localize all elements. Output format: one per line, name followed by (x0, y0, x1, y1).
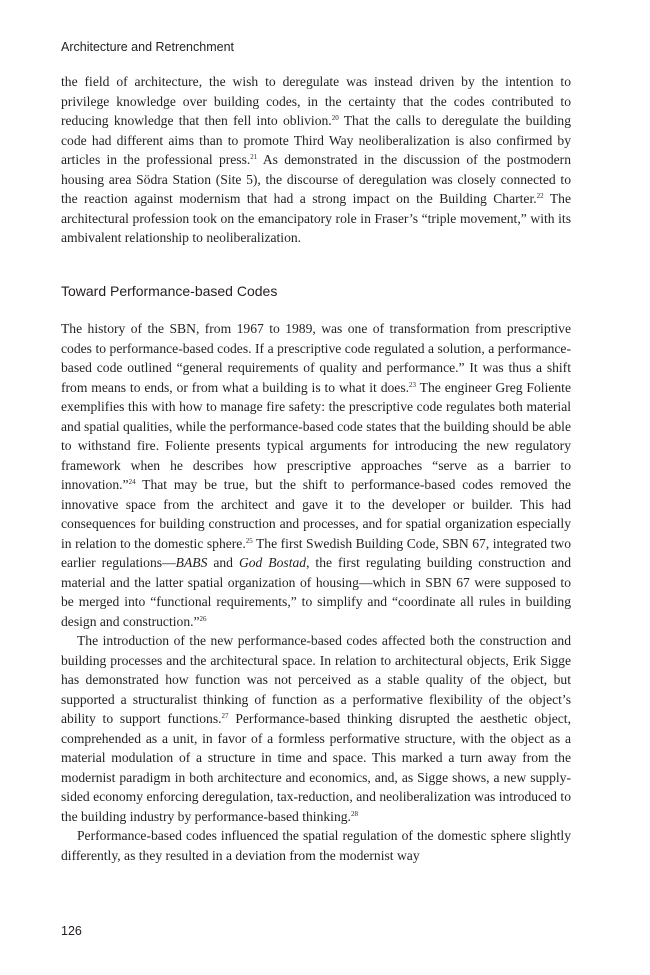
text-run: Performance-based codes influenced the spatial regulation of the domestic sphere slightly differently, as they resulted in a deviation from the modernist way (61, 828, 571, 863)
footnote-marker: 23 (409, 380, 417, 389)
text-run: The history of the SBN, from 1967 to 1989, was one of transformation from prescriptive codes to performance-based codes. If a prescriptive code regulated a solution, a performance-based code outlined “general requirements of quality and performance.” It was thus a shift from means to ends, or from what a building is to what it does. (61, 321, 571, 395)
footnote-marker: 25 (245, 536, 253, 545)
body-paragraph-3 (61, 826, 571, 865)
footnote-marker: 20 (331, 114, 339, 122)
footnote-marker: 27 (221, 712, 229, 720)
body-paragraph-2 (61, 631, 571, 826)
text-run: The introduction of the new performance-based codes affected both the construction and building processes and the architectural space. In relation to architectural objects, Erik Sigge has demonstrated how function was not perceived as a stable quality of the object, but supported a structuralist thinking of function as a performative flexibility of the object’s ability to support functions. (61, 633, 571, 726)
text-run: That the calls to deregulate the building code had different aims than to promote Third Way neoliberalization is also confirmed by articles in the professional press. (61, 113, 572, 167)
text-run: The engineer Greg Foliente exemplifies this with how to manage fire safety: the prescriptive code regulates both material and spatial qualities, while the performance-based code states that the building should be able to withstand fire. Foliente presents typical arguments for introducing the new regulatory framework when he describes how prescriptive approaches “serve as a barrier to innovation.” (61, 379, 571, 492)
footnote-marker: 26 (199, 614, 207, 623)
text-run: The architectural profession took on the emancipatory role in Fraser’s “triple movement,” with its ambivalent relationship to neoliberalization. (61, 191, 571, 245)
text-run: and (207, 555, 239, 570)
footnote-marker: 24 (128, 478, 136, 486)
text-run: the field of architecture, the wish to deregulate was instead driven by the intention to privilege knowledge over building codes, in the certainty that the codes contributed to reducing knowledge that then fell into oblivion. (61, 74, 571, 128)
running-head: Architecture and Retrenchment (61, 40, 235, 54)
text-run: As demonstrated in the discussion of the postmodern housing area Södra Station (Site 5), the discourse of deregulation was closely connected to the reaction against modernism that had a strong impact on the Building Charter. (61, 152, 571, 206)
italic-title: God Bostad (238, 555, 307, 570)
footnote-marker: 22 (536, 192, 544, 200)
text-run: The first Swedish Building Code, SBN 67, integrated two earlier regulations— (61, 535, 571, 570)
body-paragraph-1 (61, 319, 571, 631)
text-run: That may be true, but the shift to performance-based codes removed the innovative space from the architect and gave it to the developer or builder. This had consequences for building construction and processes, and for spatial organization especially in relation to the domestic sphere. (61, 477, 571, 551)
footnote-marker: 28 (350, 809, 358, 818)
intro-paragraph-block (61, 72, 571, 248)
section-heading: Toward Performance-based Codes (61, 283, 278, 299)
intro-paragraph (61, 72, 571, 248)
italic-title: BABS (175, 555, 208, 570)
page-number: 126 (61, 924, 82, 938)
footnote-marker: 21 (250, 153, 258, 161)
section-body (61, 319, 571, 865)
text-run: , the first regulating building construction and material and the latter spatial organization of housing—which in SBN 67 were supposed to be merged into “functional requirements,” to simplify and “coordinate all rules in building design and construction.” (61, 555, 571, 629)
text-run: Performance-based thinking disrupted the aesthetic object, comprehended as a unit, in favor of a formless performative structure, with the object as a material modulation of a structure in time and space. This marked a turn away from the modernist paradigm in both architecture and economics, and, as Sigge shows, a new supply-sided economy enforcing deregulation, tax-reduction, and neoliberalization was introduced to the building industry by performance-based thinking. (61, 711, 571, 824)
